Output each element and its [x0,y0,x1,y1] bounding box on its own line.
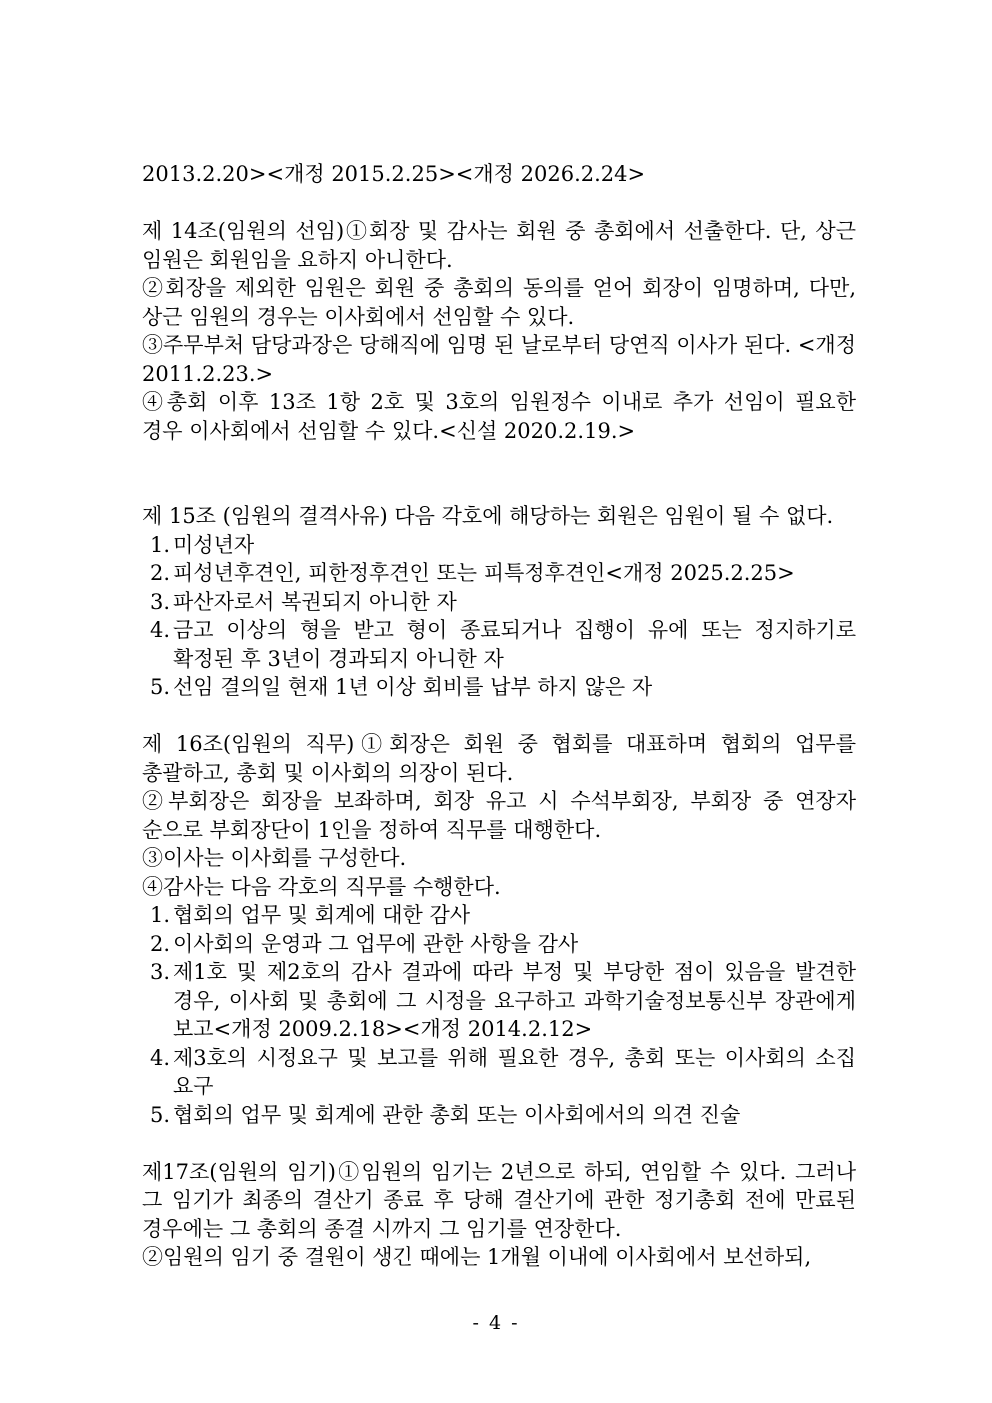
article-14-paragraph-3: ③주무부처 담당과장은 당해직에 임명 된 날로부터 당연직 이사가 된다. <개정 2011.2.23.> [142,333,856,386]
article-16-list [142,901,856,1129]
list-item: 5. 선임 결의일 현재 1년 이상 회비를 납부 하지 않은 자 [150,675,653,699]
article-16 [142,730,856,1129]
article-15-heading: 제 15조 (임원의 결격사유) 다음 각호에 해당하는 회원은 임원이 될 수 없다. [142,504,834,528]
list-item: 2. 피성년후견인, 피한정후견인 또는 피특정후견인<개정 2025.2.25> [150,561,795,585]
list-item: 5. 협회의 업무 및 회계에 관한 총회 또는 이사회에서의 의견 진술 [150,1102,741,1127]
article-14 [142,217,856,445]
article-16-paragraph-2: ②부회장은 회장을 보좌하며, 회장 유고 시 수석부회장, 부회장 중 연장자 순으로 부회장단이 1인을 정하여 직무를 대행한다. [142,789,856,842]
list-item: 1. 미성년자 [150,532,255,557]
article-14-paragraph-4: ④총회 이후 13조 1항 2호 및 3호의 임원정수 이내로 추가 선임이 필요한 경우 이사회에서 선임할 수 있다.<신설 2020.2.19.> [142,390,856,443]
amendment-history-line: 2013.2.20><개정 2015.2.25><개정 2026.2.24> [142,162,646,186]
article-14-paragraph-1: 제 14조(임원의 선임)①회장 및 감사는 회원 중 총회에서 선출한다. 단, 상근 임원은 회원임을 요하지 아니한다. [142,219,856,272]
list-item: 2. 이사회의 운영과 그 업무에 관한 사항을 감사 [150,931,579,956]
article-16-paragraph-1: 제 16조(임원의 직무)①회장은 회원 중 협회를 대표하며 협회의 업무를 총괄하고, 총회 및 이사회의 의장이 된다. [142,732,856,785]
spacer [142,1129,856,1158]
spacer [142,702,856,731]
article-16-paragraph-4: ④감사는 다음 각호의 직무를 수행한다. [142,874,501,899]
page-number: - 4 - [472,1312,520,1334]
article-17-paragraph-2: ②임원의 임기 중 결원이 생긴 때에는 1개월 이내에 이사회에서 보선하되, [142,1245,812,1269]
spacer [142,445,856,502]
article-16-paragraph-3: ③이사는 이사회를 구성한다. [142,846,407,870]
article-17 [142,1158,856,1272]
article-15 [142,502,856,702]
list-item: 3. 제1호 및 제2호의 감사 결과에 따라 부정 및 부당한 점이 있음을 발견한 경우, 이사회 및 총회에 그 시정을 요구하고 과학기술정보통신부 장관에게 보고<개정 2009.2.18><개정 2014.2.12> [150,960,856,1041]
article-14-paragraph-2: ②회장을 제외한 임원은 회원 중 총회의 동의를 얻어 회장이 임명하며, 다만, 상근 임원의 경우는 이사회에서 선임할 수 있다. [142,276,856,329]
list-item: 4. 금고 이상의 형을 받고 형이 종료되거나 집행이 유에 또는 정지하기로 확정된 후 3년이 경과되지 아니한 자 [150,618,856,671]
list-item: 1. 협회의 업무 및 회계에 대한 감사 [150,903,471,927]
list-item: 4. 제3호의 시정요구 및 보고를 위해 필요한 경우, 총회 또는 이사회의 소집 요구 [150,1045,856,1098]
article-17-paragraph-1: 제17조(임원의 임기)①임원의 임기는 2년으로 하되, 연임할 수 있다. 그러나 그 임기가 최종의 결산기 종료 후 당해 결산기에 관한 정기총회 전에 만료된 경우에는 그 총회의 종결 시까지 그 임기를 연장한다. [142,1159,856,1241]
article-15-list [142,531,856,702]
spacer [142,189,856,218]
list-item: 3. 파산자로서 복권되지 아니한 자 [150,589,457,614]
document-body [142,160,856,1272]
